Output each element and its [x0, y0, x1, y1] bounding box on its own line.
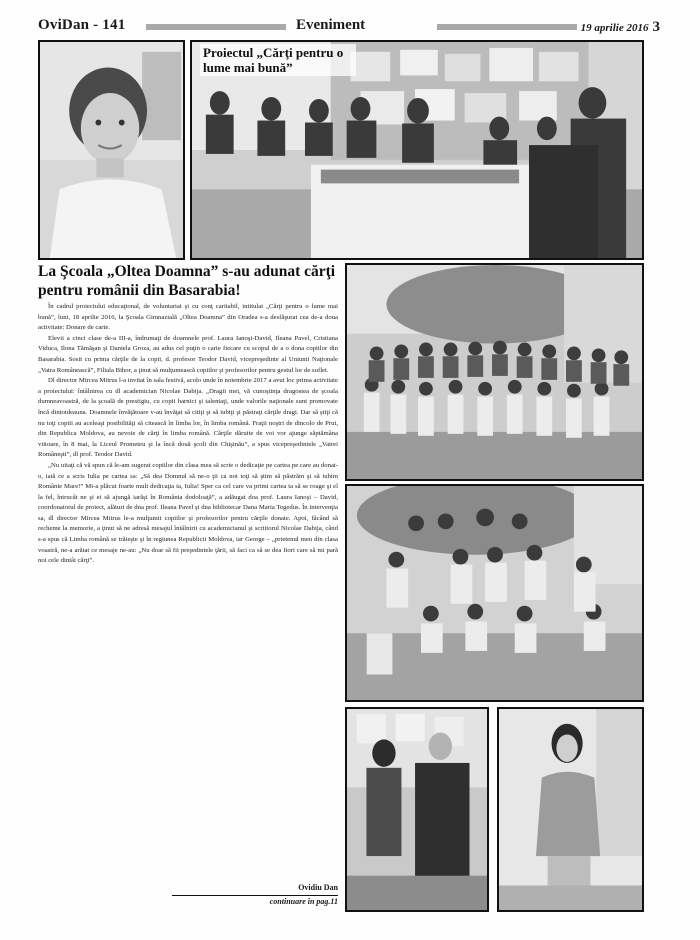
issue-date: 19 aprilie 2016: [580, 22, 649, 34]
article-body: [38, 302, 338, 567]
section-title: Eveniment: [296, 17, 366, 33]
article-author: Ovidiu Dan: [298, 883, 338, 892]
header-rule-left: [146, 24, 286, 30]
page-number: 3: [652, 19, 660, 35]
header-rule-right: [437, 24, 577, 30]
publication-name: OviDan - 141: [38, 17, 126, 33]
book-donation-event-photo: [190, 40, 644, 260]
class-group-photo-2: [345, 484, 644, 702]
issue-date-block: [581, 19, 660, 36]
page-header: [34, 17, 660, 37]
article-paragraph: Elevii a cinci clase de-a III-a, îndrumaţi de doamnele prof. Laura Ianoşi-David, Ileana Pavel, Cristiana Viduca, Ilona Tămăşan şi Daniela Groza, au adus cel puţin o carte fiecare cu scopul de a o dona copiilor din Basarabia. Sosit cu prima cărţile de la copii, d. profesor Teodor David, vicepreşedinte al Uniunii Naţionale „Vatra Românească”, Filiala Bihor, a ţinut să mulţumească copiilor şi profesorilor pentru gestul lor de suflet.: [38, 334, 338, 374]
continued-on-page: continuare în pag.11: [269, 897, 338, 906]
article-paragraph: „Nu uitaţi că vă spun că le-am sugerat copiilor din clasa mea să scrie o dedicaţie pe cartea pe care au donat-o, iată ce a scris Iulia pe cartea sa: „Să dea Domnul să ne-o ţii ca noi toţi să ştim să păstrăm şi să iubim Românie Mare!” Mi-a plăcut foarte mult dedicaţia ta, Iulia! Sper ca cel care va primi cartea ta să se roage şi el la fel, întrucât ne şi ei să ajungă iarăşi în România dodoloaţă”, a adăugat doa prof. Laura Ianoşi – David, coordonatorul de proiect, alături de dna prof. Ileana Pavel şi dna bibliotecar Dana Maria Tegedus. În intervenţia sa, dl director Mircea Mitrus le-a mulţumit copiilor şi profesorilor pentru cărţile donate. Apoi, făcând să recheme la memorie, a ţinut să ne adresă mesajul întâlnirii cu academicianul şi scriitorul Nicolae Dabija, când s-a spus că Limba română se trăieşte şi în regiunea Republicii Moldova, iar George – „prietenul meu din clasa voastră, ne-a arătat ce mesaje ne-au: „Nu doar să fii preşedintele ţării, să faci ca să se dea fiori care să mi pară noi cele dintâi cărţi”.: [38, 461, 338, 565]
speakers-photo: [345, 707, 489, 912]
article-paragraph: În cadrul proiectului educaţional, de voluntariat şi cu conţ caritabil, intitulat „Cărţi pentru o lume mai bună”, luni, 18 aprilie 2016, la Şcoala Gimnazială „Oltea Doamna” din Oradea s-a desfăşurat cea de-a doua activitate: Donare de carte.: [38, 303, 338, 332]
boy-portrait-photo: [38, 40, 185, 260]
continuation-rule: [172, 895, 338, 896]
class-group-photo-1: [345, 263, 644, 481]
article-headline: La Şcoala „Oltea Doamna” s-au adunat cărţi pentru românii din Basarabia!: [38, 263, 336, 299]
article-paragraph: Dl director Mircea Mitrus l-a invitat în sala festivă, acolo unde în noiembrie 2017 a avut loc prima activitate a proiectului: întâlnirea cu dl academician Nicolae Dabija. „Dragii mei, vă cunoştinţa dragostea de şcoala dumneavoastră, de la şcoală de prestigiu, cu copii harnici şi talentaţi, unde valorile naţionale sunt promovate încă dintotdeauna. Doamnele învăţătoare v-au învăţat să citiţi şi să iubiţi şi păstraţi cărţile dragi. Dar să ştiţi că nu toţi copiii au aceleaşi posibilităţi să citească în limba lor, în limba română. Fraţii noştri de dincolo de Prut, din Republica Moldova, au nevoie de cărţi în limba română. Cărţile dăruite de voi vor ajunge săptămâna viitoare, în 8 mai, la Liceul Prometeu şi la încă două şcoli din Chişinău”, a spus vicepreşedintele „Vatrei Româneşti”, dl prof. Teodor David.: [38, 377, 338, 459]
event-photo-caption: Proiectul „Cărţi pentru o lume mai bună”: [200, 44, 356, 76]
teacher-photo: [497, 707, 644, 912]
